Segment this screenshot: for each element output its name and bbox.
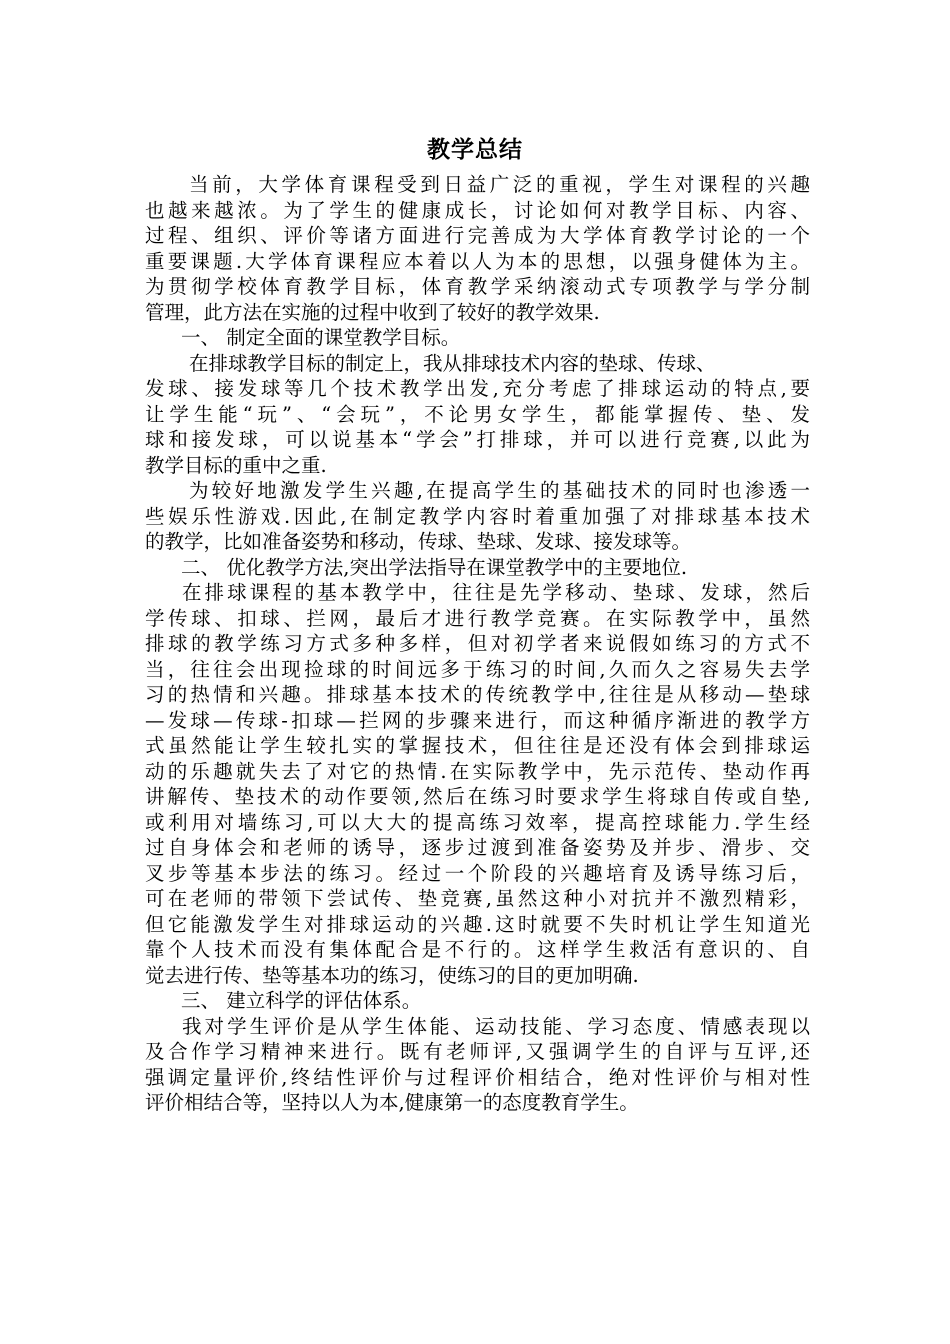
text-line: 也越来越浓。为了学生的健康成长，讨论如何对教学目标、内容、 xyxy=(145,198,810,222)
text-line: 及合作学习精神来进行。既有老师评,又强调学生的自评与互评,还 xyxy=(145,1040,810,1063)
text-line: —发球—传球-扣球—拦网的步骤来进行，而这种循序渐进的教学方 xyxy=(145,708,810,732)
text-line: 觉去进行传、垫等基本功的练习，使练习的目的更加明确. xyxy=(145,963,639,987)
text-line: 球和接发球，可以说基本“学会”打排球，并可以进行竞赛,以此为 xyxy=(145,428,810,451)
text-line: 一、 制定全面的课堂教学目标。 xyxy=(181,326,461,349)
text-line: 让学生能“玩”、“会玩”，不论男女学生，都能掌握传、垫、发 xyxy=(145,402,810,426)
text-line: 动的乐趣就失去了对它的热情.在实际教学中，先示范传、垫动作再 xyxy=(145,759,810,783)
text-line: 评价相结合等，坚持以人为本,健康第一的态度教育学生。 xyxy=(145,1091,639,1114)
text-line: 在排球教学目标的制定上，我从排球技术内容的垫球、传球、 xyxy=(189,351,716,375)
text-line: 管理，此方法在实施的过程中收到了较好的教学效果. xyxy=(145,300,600,324)
text-line: 二、 优化教学方法,突出学法指导在课堂教学中的主要地位. xyxy=(181,555,688,579)
document-title: 教学总结 xyxy=(427,137,523,163)
text-line: 些娱乐性游戏.因此,在制定教学内容时着重加强了对排球基本技术 xyxy=(145,504,810,528)
text-line: 可在老师的带领下尝试传、垫竞赛,虽然这种小对抗并不激烈精彩， xyxy=(145,887,810,910)
document-body xyxy=(145,172,810,1116)
text-line: 过自身体会和老师的诱导，逐步过渡到准备姿势及并步、滑步、交 xyxy=(145,836,810,859)
text-line: 但它能激发学生对排球运动的兴趣.这时就要不失时机让学生知道光 xyxy=(145,912,810,936)
text-line: 习的热情和兴趣。排球基本技术的传统教学中,往往是从移动—垫球 xyxy=(145,683,810,706)
text-line: 重要课题.大学体育课程应本着以人为本的思想，以强身健体为主。 xyxy=(145,249,810,273)
text-line: 教学目标的重中之重. xyxy=(145,453,327,477)
text-line: 为较好地激发学生兴趣,在提高学生的基础技术的同时也渗透一 xyxy=(189,479,810,502)
text-line: 叉步等基本步法的练习。经过一个阶段的兴趣培育及诱导练习后， xyxy=(145,861,810,885)
text-line: 强调定量评价,终结性评价与过程评价相结合，绝对性评价与相对性 xyxy=(145,1065,810,1089)
text-line: 排球的教学练习方式多种多样，但对初学者来说假如练习的方式不 xyxy=(145,632,810,655)
text-line: 当前，大学体育课程受到日益广泛的重视，学生对课程的兴趣 xyxy=(189,173,810,196)
text-line: 靠个人技术而没有集体配合是不行的。这样学生救活有意识的、自 xyxy=(145,938,810,961)
text-line: 学传球、扣球、拦网，最后才进行教学竞赛。在实际教学中，虽然 xyxy=(145,606,810,630)
text-line: 过程、组织、评价等诸方面进行完善成为大学体育教学讨论的一个 xyxy=(145,224,810,247)
text-line: 为贯彻学校体育教学目标，体育教学采纳滚动式专项教学与学分制 xyxy=(145,275,810,298)
text-line: 讲解传、垫技术的动作要领,然后在练习时要求学生将球自传或自垫, xyxy=(145,785,810,808)
text-line: 的教学，比如准备姿势和移动，传球、垫球、发球、接发球等。 xyxy=(145,530,692,553)
text-line: 当，往往会出现捡球的时间远多于练习的时间,久而久之容易失去学 xyxy=(145,657,810,681)
text-line: 在排球课程的基本教学中，往往是先学移动、垫球、发球，然后 xyxy=(182,581,810,604)
text-line: 我对学生评价是从学生体能、运动技能、学习态度、情感表现以 xyxy=(182,1014,810,1038)
text-line: 发球、接发球等几个技术教学出发,充分考虑了排球运动的特点,要 xyxy=(145,377,810,400)
text-line: 或利用对墙练习,可以大大的提高练习效率，提高控球能力.学生经 xyxy=(145,810,810,834)
text-line: 三、 建立科学的评估体系。 xyxy=(181,989,422,1012)
text-line: 式虽然能让学生较扎实的掌握技术，但往往是还没有体会到排球运 xyxy=(145,734,810,757)
